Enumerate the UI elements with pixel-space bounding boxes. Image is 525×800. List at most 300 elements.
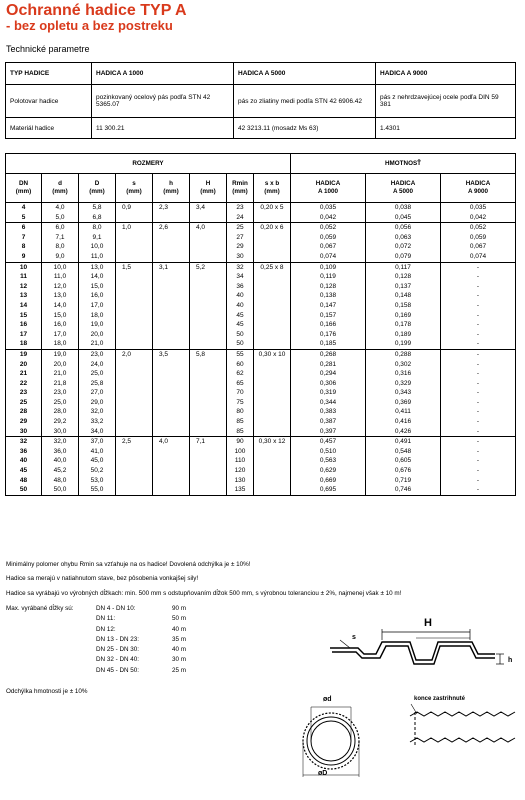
cell-a9000: - (441, 427, 516, 437)
params-cell: 1.4301 (376, 118, 516, 139)
cell-dn: 7 (6, 233, 42, 243)
cell-sxb (254, 369, 291, 379)
col-header-label: DN (18, 180, 29, 187)
cell-D: 25,0 (79, 369, 116, 379)
cell-a5000: 0,045 (366, 213, 441, 223)
cell-dn: 28 (6, 407, 42, 417)
cell-H (190, 242, 227, 252)
table-row (6, 447, 516, 457)
cell-rmin: 27 (227, 233, 254, 243)
cell-s: 1,5 (116, 262, 153, 272)
cell-s: 2,0 (116, 349, 153, 359)
cell-d: 48,0 (42, 476, 79, 486)
cell-a5000: 0,158 (366, 301, 441, 311)
cell-H (190, 339, 227, 349)
list-item (6, 655, 186, 665)
params-cell: Materiál hadice (6, 118, 92, 139)
cell-h (153, 369, 190, 379)
cell-H (190, 272, 227, 282)
cell-a9000: - (441, 339, 516, 349)
cell-sxb (254, 339, 291, 349)
cell-rmin: 80 (227, 407, 254, 417)
col-header-s (116, 174, 153, 203)
cell-D: 17,0 (79, 301, 116, 311)
length-value: 35 m (172, 635, 186, 643)
group-header-row (6, 154, 516, 174)
cell-a1000: 0,294 (291, 369, 366, 379)
cell-a5000: 0,128 (366, 272, 441, 282)
cell-a9000: - (441, 437, 516, 447)
cell-a9000: - (441, 379, 516, 389)
cell-s (116, 242, 153, 252)
cell-D: 8,0 (79, 223, 116, 233)
cell-D: 18,0 (79, 311, 116, 321)
cell-a9000: - (441, 485, 516, 495)
cell-D: 53,0 (79, 476, 116, 486)
page-subtitle: - bez opletu a bez postreku (6, 18, 173, 33)
params-row (6, 118, 516, 139)
cell-d: 9,0 (42, 252, 79, 262)
cell-D: 50,2 (79, 466, 116, 476)
cell-a1000: 0,138 (291, 291, 366, 301)
cell-H (190, 233, 227, 243)
cell-sxb (254, 360, 291, 370)
cell-dn: 13 (6, 291, 42, 301)
list-item (6, 645, 186, 655)
cell-a1000: 0,387 (291, 417, 366, 427)
cell-a5000: 0,178 (366, 320, 441, 330)
cell-sxb (254, 379, 291, 389)
col-header-H (190, 174, 227, 203)
cell-a1000: 0,383 (291, 407, 366, 417)
cell-sxb (254, 301, 291, 311)
cell-H (190, 407, 227, 417)
cell-D: 9,1 (79, 233, 116, 243)
cell-a5000: 0,343 (366, 388, 441, 398)
cell-h (153, 466, 190, 476)
cell-a1000: 0,109 (291, 262, 366, 272)
cell-s (116, 291, 153, 301)
table-row (6, 339, 516, 349)
cell-dn: 21 (6, 369, 42, 379)
cell-h (153, 485, 190, 495)
cell-d: 36,0 (42, 447, 79, 457)
cell-dn: 9 (6, 252, 42, 262)
cell-H (190, 427, 227, 437)
cell-sxb (254, 252, 291, 262)
cell-rmin: 23 (227, 203, 254, 213)
col-header-label: HADICA (390, 180, 416, 187)
cell-a9000: 0,059 (441, 233, 516, 243)
col-header-label: HADICA (465, 180, 491, 187)
table-row (6, 417, 516, 427)
cell-H (190, 360, 227, 370)
cell-h (153, 398, 190, 408)
cell-H (190, 447, 227, 457)
col-header-h (153, 174, 190, 203)
table-row (6, 388, 516, 398)
lengths-title: Max. vyrábané dĺžky sú: (6, 605, 74, 612)
cell-D: 23,0 (79, 349, 116, 359)
length-value: 90 m (172, 605, 186, 612)
cell-a1000: 0,157 (291, 311, 366, 321)
cell-sxb (254, 272, 291, 282)
cell-a5000: 0,416 (366, 417, 441, 427)
cell-D: 24,0 (79, 360, 116, 370)
cell-D: 45,0 (79, 456, 116, 466)
cell-a1000: 0,042 (291, 213, 366, 223)
cell-a9000: - (441, 466, 516, 476)
cell-h: 3,1 (153, 262, 190, 272)
cell-h (153, 252, 190, 262)
cell-a5000: 0,056 (366, 223, 441, 233)
cell-D: 41,0 (79, 447, 116, 457)
params-header-cell: TYP HADICE (6, 63, 92, 85)
cell-D: 14,0 (79, 272, 116, 282)
cell-a5000: 0,189 (366, 330, 441, 340)
cell-rmin: 130 (227, 476, 254, 486)
cell-rmin: 32 (227, 262, 254, 272)
cell-rmin: 55 (227, 349, 254, 359)
cell-dn: 50 (6, 485, 42, 495)
cell-rmin: 29 (227, 242, 254, 252)
col-header-rmin (227, 174, 254, 203)
table-row (6, 242, 516, 252)
cell-sxb (254, 311, 291, 321)
table-row (6, 282, 516, 292)
cell-sxb (254, 233, 291, 243)
cell-a9000: 0,067 (441, 242, 516, 252)
cell-a1000: 0,695 (291, 485, 366, 495)
col-header-label: HADICA (315, 180, 341, 187)
cell-D: 25,8 (79, 379, 116, 389)
cell-dn: 10 (6, 262, 42, 272)
cell-a9000: - (441, 447, 516, 457)
cell-sxb (254, 485, 291, 495)
cell-a1000: 0,067 (291, 242, 366, 252)
cell-a1000: 0,128 (291, 282, 366, 292)
cell-a1000: 0,397 (291, 427, 366, 437)
cell-H (190, 301, 227, 311)
note-production-lengths: Hadice sa vyrábajú vo výrobných dĺžkach: min. 500 mm s odstupňovaním dĺžok 500 mm, s výrobnou toleranciou ± 2%, najmenej však ± 10 m! (6, 590, 402, 597)
cell-D: 19,0 (79, 320, 116, 330)
length-range: DN 13 - DN 23: (96, 635, 140, 643)
cell-s (116, 282, 153, 292)
cell-a5000: 0,079 (366, 252, 441, 262)
cell-d: 20,0 (42, 360, 79, 370)
cell-d: 5,0 (42, 213, 79, 223)
cell-a9000: - (441, 272, 516, 282)
cell-D: 29,0 (79, 398, 116, 408)
col-header-unit: (mm) (126, 188, 142, 195)
col-header-label: A 9000 (467, 188, 489, 195)
cell-d: 7,1 (42, 233, 79, 243)
length-range: DN 25 - DN 30: (96, 646, 140, 654)
cell-H (190, 291, 227, 301)
cell-D: 15,0 (79, 282, 116, 292)
cell-rmin: 60 (227, 360, 254, 370)
cell-rmin: 50 (227, 339, 254, 349)
cell-a5000: 0,199 (366, 339, 441, 349)
col-header-sxb (254, 174, 291, 203)
table-row (6, 398, 516, 408)
col-header-unit: (mm) (232, 188, 248, 195)
cut-end-diagram (405, 702, 520, 752)
col-header-dn (6, 174, 42, 203)
column-header-row (6, 174, 516, 203)
cell-d: 14,0 (42, 301, 79, 311)
cell-rmin: 135 (227, 485, 254, 495)
table-row (6, 407, 516, 417)
params-cell: 42 3213.11 (mosadz Ms 63) (234, 118, 376, 139)
cell-rmin: 90 (227, 437, 254, 447)
col-header-unit: (mm) (15, 188, 32, 195)
table-row (6, 466, 516, 476)
cell-h (153, 447, 190, 457)
cell-a5000: 0,072 (366, 242, 441, 252)
cell-s (116, 252, 153, 262)
length-range: DN 32 - DN 40: (96, 656, 140, 664)
cell-d: 10,0 (42, 262, 79, 272)
cell-dn: 11 (6, 272, 42, 282)
col-header-a5000 (366, 174, 441, 203)
cell-a5000: 0,137 (366, 282, 441, 292)
cell-D: 6,8 (79, 213, 116, 223)
cell-D: 32,0 (79, 407, 116, 417)
cell-dn: 8 (6, 242, 42, 252)
cell-a9000: - (441, 360, 516, 370)
cell-a9000: - (441, 330, 516, 340)
cell-dn: 32 (6, 437, 42, 447)
cell-rmin: 36 (227, 282, 254, 292)
cell-dn: 6 (6, 223, 42, 233)
profile-diagram (320, 610, 520, 685)
params-row (6, 85, 516, 118)
list-item (6, 666, 186, 676)
cell-H (190, 213, 227, 223)
cell-a1000: 0,344 (291, 398, 366, 408)
cell-h (153, 407, 190, 417)
cell-dn: 40 (6, 456, 42, 466)
cell-sxb: 0,30 x 10 (254, 349, 291, 359)
table-row (6, 272, 516, 282)
cell-h (153, 301, 190, 311)
cell-d: 32,0 (42, 437, 79, 447)
cell-d: 21,8 (42, 379, 79, 389)
cell-s (116, 213, 153, 223)
cell-a1000: 0,669 (291, 476, 366, 486)
cell-rmin: 75 (227, 398, 254, 408)
cell-a9000: - (441, 407, 516, 417)
table-row (6, 311, 516, 321)
params-header-cell: HADICA A 9000 (376, 63, 516, 85)
cell-a1000: 0,119 (291, 272, 366, 282)
cell-s (116, 339, 153, 349)
group-header-hmotnost: HMOTNOSŤ (291, 154, 516, 174)
cell-h (153, 417, 190, 427)
cell-rmin: 45 (227, 320, 254, 330)
cell-sxb (254, 466, 291, 476)
cell-a1000: 0,563 (291, 456, 366, 466)
col-header-label: Rmin (232, 180, 248, 187)
cell-a1000: 0,074 (291, 252, 366, 262)
cell-dn: 45 (6, 466, 42, 476)
cell-dn: 22 (6, 379, 42, 389)
length-range: DN 11: (96, 615, 116, 623)
cell-d: 12,0 (42, 282, 79, 292)
cell-dn: 29 (6, 417, 42, 427)
params-cell: pás zo zliatiny medi podľa STN 42 6906.42 (234, 85, 376, 118)
cell-a9000: 0,052 (441, 223, 516, 233)
cell-a5000: 0,288 (366, 349, 441, 359)
cell-s (116, 233, 153, 243)
cell-s (116, 407, 153, 417)
diagram-label-s: s (352, 634, 356, 641)
cell-s (116, 427, 153, 437)
cell-D: 11,0 (79, 252, 116, 262)
cell-d: 45,2 (42, 466, 79, 476)
note-measurement: Hadice sa merajú v natiahnutom stave, bez pôsobenia vonkajšej sily! (6, 575, 199, 582)
lengths-title (6, 635, 96, 645)
cell-h (153, 427, 190, 437)
lengths-title (6, 645, 96, 655)
cell-D: 21,0 (79, 339, 116, 349)
cell-a5000: 0,719 (366, 476, 441, 486)
cell-a1000: 0,319 (291, 388, 366, 398)
cell-H: 3,4 (190, 203, 227, 213)
length-range: DN 45 - DN 50: (96, 666, 140, 674)
cell-a1000: 0,306 (291, 379, 366, 389)
col-header-label: A 1000 (317, 188, 339, 195)
cell-s (116, 485, 153, 495)
cell-rmin: 40 (227, 301, 254, 311)
table-row (6, 330, 516, 340)
diagram-label-D: øD (318, 770, 328, 777)
cell-rmin: 120 (227, 466, 254, 476)
cell-dn: 4 (6, 203, 42, 213)
cell-rmin: 110 (227, 456, 254, 466)
length-value: 50 m (172, 615, 186, 623)
cell-d: 25,0 (42, 398, 79, 408)
col-header-unit: (mm) (264, 188, 280, 195)
length-value: 40 m (172, 646, 186, 654)
cell-rmin: 25 (227, 223, 254, 233)
cell-s: 0,9 (116, 203, 153, 213)
cell-rmin: 85 (227, 417, 254, 427)
cell-a9000: - (441, 388, 516, 398)
length-range: DN 4 - DN 10: (96, 605, 136, 612)
cell-a5000: 0,369 (366, 398, 441, 408)
cell-d: 19,0 (42, 349, 79, 359)
list-item (6, 604, 186, 614)
cell-a9000: - (441, 349, 516, 359)
cell-rmin: 100 (227, 447, 254, 457)
col-header-D (79, 174, 116, 203)
cell-s (116, 456, 153, 466)
group-header-rozmery: ROZMERY (6, 154, 291, 174)
cell-h (153, 311, 190, 321)
cell-h: 4,0 (153, 437, 190, 447)
table-row (6, 379, 516, 389)
cell-D: 5,8 (79, 203, 116, 213)
cell-s (116, 369, 153, 379)
cell-dn: 5 (6, 213, 42, 223)
diagram-label-H: H (424, 617, 432, 629)
cell-H (190, 320, 227, 330)
cell-a9000: 0,035 (441, 203, 516, 213)
cell-s (116, 311, 153, 321)
cell-s: 2,5 (116, 437, 153, 447)
cell-a5000: 0,148 (366, 291, 441, 301)
cell-h (153, 291, 190, 301)
cell-s (116, 466, 153, 476)
cell-d: 29,2 (42, 417, 79, 427)
params-table (5, 62, 516, 139)
cell-h (153, 330, 190, 340)
cell-D: 16,0 (79, 291, 116, 301)
cell-h (153, 456, 190, 466)
cell-H (190, 476, 227, 486)
cell-dn: 14 (6, 301, 42, 311)
cell-a5000: 0,426 (366, 427, 441, 437)
cell-sxb (254, 427, 291, 437)
cell-D: 20,0 (79, 330, 116, 340)
cell-D: 55,0 (79, 485, 116, 495)
cell-D: 34,0 (79, 427, 116, 437)
cell-sxb (254, 417, 291, 427)
cell-a5000: 0,605 (366, 456, 441, 466)
note-bend-radius: Minimálny polomer ohybu Rmin sa vzťahuje na os hadice! Dovolená odchýlka je ± 10%! (6, 561, 251, 568)
col-header-a9000 (441, 174, 516, 203)
list-item (6, 635, 186, 645)
lengths-title (6, 625, 96, 635)
cell-d: 30,0 (42, 427, 79, 437)
cell-d: 50,0 (42, 485, 79, 495)
table-row (6, 223, 516, 233)
cell-a5000: 0,063 (366, 233, 441, 243)
cell-H (190, 282, 227, 292)
cell-a5000: 0,548 (366, 447, 441, 457)
length-value: 25 m (172, 666, 186, 674)
table-row (6, 427, 516, 437)
lengths-title (6, 666, 96, 676)
cell-s (116, 476, 153, 486)
cell-a1000: 0,035 (291, 203, 366, 213)
cell-a5000: 0,676 (366, 466, 441, 476)
cell-s (116, 320, 153, 330)
diagram-label-h: h (508, 657, 513, 664)
params-cell: 11 300.21 (92, 118, 234, 139)
lengths-title (6, 655, 96, 665)
cell-h (153, 272, 190, 282)
table-row (6, 437, 516, 447)
col-header-unit: (mm) (200, 188, 216, 195)
cell-H: 7,1 (190, 437, 227, 447)
cell-sxb (254, 282, 291, 292)
params-cell: Polotovar hadice (6, 85, 92, 118)
diagram-label-cut-ends: konce zastrihnuté (414, 696, 466, 702)
cell-sxb (254, 320, 291, 330)
cell-d: 40,0 (42, 456, 79, 466)
cell-a1000: 0,176 (291, 330, 366, 340)
cell-rmin: 50 (227, 330, 254, 340)
cell-s (116, 447, 153, 457)
cell-s: 1,0 (116, 223, 153, 233)
cell-a9000: 0,074 (441, 252, 516, 262)
cell-D: 13,0 (79, 262, 116, 272)
col-header-label: A 5000 (392, 188, 414, 195)
cell-s (116, 301, 153, 311)
